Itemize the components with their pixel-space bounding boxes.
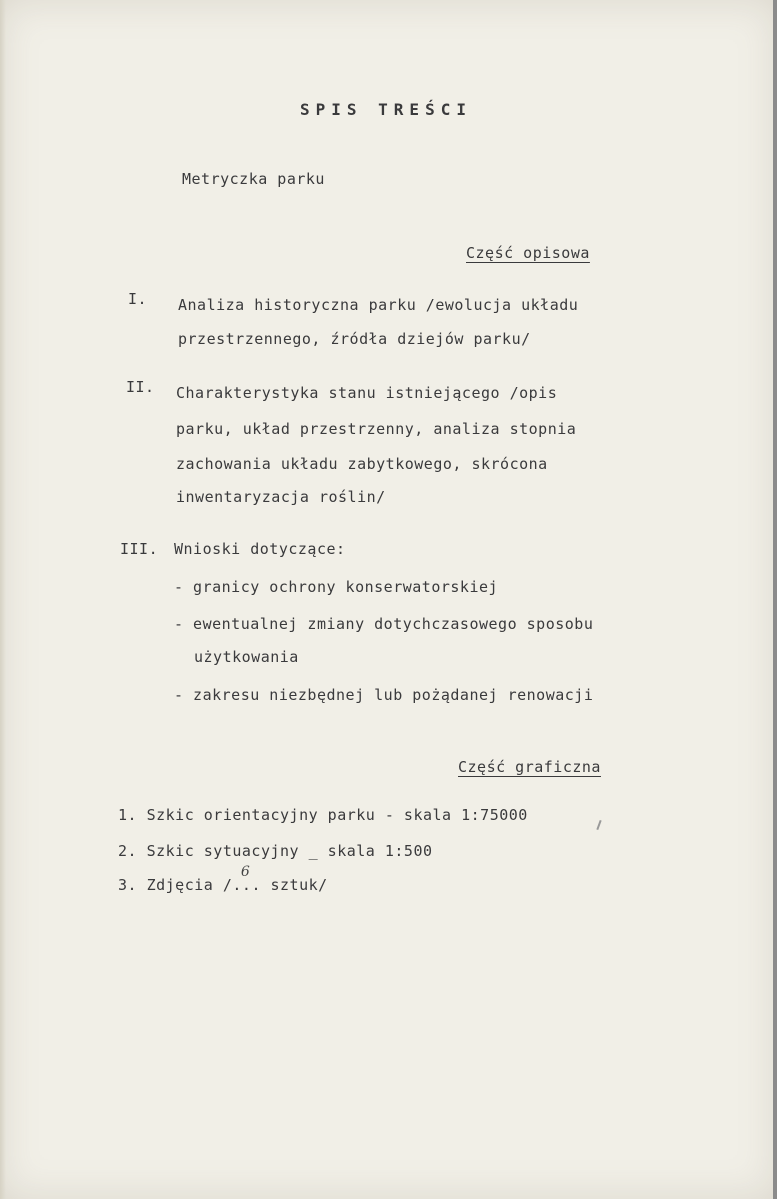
- page-shadow-left: [0, 0, 6, 1199]
- item-3-sub-1: - granicy ochrony konserwatorskiej: [174, 578, 499, 596]
- item-3-sub-2-line-1: - ewentualnej zmiany dotychczasowego sposobu: [174, 615, 594, 633]
- graficzna-item-1: 1. Szkic orientacyjny parku - skala 1:75000: [118, 806, 528, 824]
- photos-prefix: 3. Zdjęcia /: [118, 876, 233, 894]
- item-1-line-1: Analiza historyczna parku /ewolucja układu: [178, 296, 579, 314]
- photos-suffix: sztuk/: [260, 876, 328, 894]
- photos-dots-2: .: [251, 876, 261, 894]
- section-heading-graficzna: Część graficzna: [458, 758, 601, 776]
- graficzna-item-3: [118, 864, 328, 894]
- item-2-line-3: zachowania układu zabytkowego, skrócona: [176, 455, 548, 473]
- pen-mark: [596, 820, 601, 830]
- photos-count-handwritten: 6: [240, 864, 251, 880]
- item-2-line-2: parku, układ przestrzenny, analiza stopnia: [176, 420, 577, 438]
- page-title: SPIS TREŚCI: [300, 100, 472, 119]
- item-2-line-1: Charakterystyka stanu istniejącego /opis: [176, 384, 558, 402]
- item-2-line-4: inwentaryzacja roślin/: [176, 488, 386, 506]
- item-3-sub-2-line-2: użytkowania: [194, 648, 299, 666]
- item-1-line-2: przestrzennego, źródła dziejów parku/: [178, 330, 531, 348]
- item-3-line-1: Wnioski dotyczące:: [174, 540, 346, 558]
- photos-dots-1: .: [232, 876, 242, 894]
- item-number-1: I.: [128, 290, 148, 308]
- item-number-3: III.: [120, 540, 159, 558]
- item-number-2: II.: [126, 378, 155, 396]
- page-edge-right: [773, 0, 777, 1199]
- graficzna-item-2: 2. Szkic sytuacyjny _ skala 1:500: [118, 842, 433, 860]
- metryczka-line: Metryczka parku: [182, 170, 325, 188]
- photos-placeholder-dot: .: [241, 876, 252, 894]
- section-heading-opisowa: Część opisowa: [466, 244, 590, 262]
- item-3-sub-3: - zakresu niezbędnej lub pożądanej renowacji: [174, 686, 594, 704]
